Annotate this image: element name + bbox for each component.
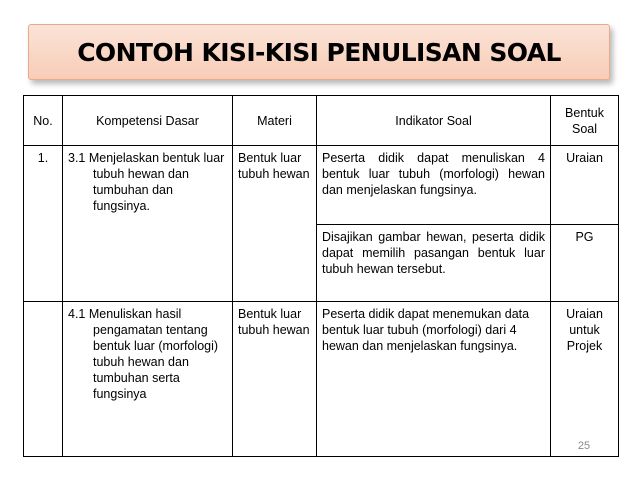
header-no: No. bbox=[24, 96, 63, 146]
cell-materi: Bentuk luar tubuh hewan bbox=[233, 302, 317, 457]
header-materi: Materi bbox=[233, 96, 317, 146]
header-indikator: Indikator Soal bbox=[317, 96, 551, 146]
cell-bentuk-soal: Uraian bbox=[551, 146, 619, 225]
cell-indikator: Peserta didik dapat menuliskan 4 bentuk luar tubuh (morfologi) hewan dan menjelaskan fungsinya. bbox=[317, 146, 551, 225]
header-kompetensi: Kompetensi Dasar bbox=[63, 96, 233, 146]
table-row bbox=[24, 146, 619, 225]
cell-no bbox=[24, 302, 63, 457]
kisi-kisi-table bbox=[23, 95, 619, 457]
table-header-row bbox=[24, 96, 619, 146]
cell-indikator: Disajikan gambar hewan, peserta didik dapat memilih pasangan bentuk luar tubuh hewan tersebut. bbox=[317, 225, 551, 302]
page-title: CONTOH KISI-KISI PENULISAN SOAL bbox=[77, 37, 561, 67]
cell-indikator: Peserta didik dapat menemukan data bentuk luar tubuh (morfologi) dari 4 hewan dan menjelaskan fungsinya. bbox=[317, 302, 551, 457]
title-banner bbox=[28, 24, 610, 80]
cell-no: 1. bbox=[24, 146, 63, 302]
header-bentuk-soal: Bentuk Soal bbox=[551, 96, 619, 146]
cell-bentuk-soal bbox=[551, 302, 619, 457]
page-number: 25 bbox=[577, 440, 591, 452]
cell-materi: Bentuk luar tubuh hewan bbox=[233, 146, 317, 302]
cell-kompetensi: 3.1 Menjelaskan bentuk luar tubuh hewan dan tumbuhan dan fungsinya. bbox=[63, 146, 233, 302]
bentuk-soal-text: Uraian untuk Projek bbox=[566, 307, 603, 353]
cell-bentuk-soal: PG bbox=[551, 225, 619, 302]
table-row bbox=[24, 302, 619, 457]
cell-kompetensi: 4.1 Menuliskan hasil pengamatan tentang bentuk luar (morfologi) tubuh hewan dan tumbuhan serta fungsinya bbox=[63, 302, 233, 457]
